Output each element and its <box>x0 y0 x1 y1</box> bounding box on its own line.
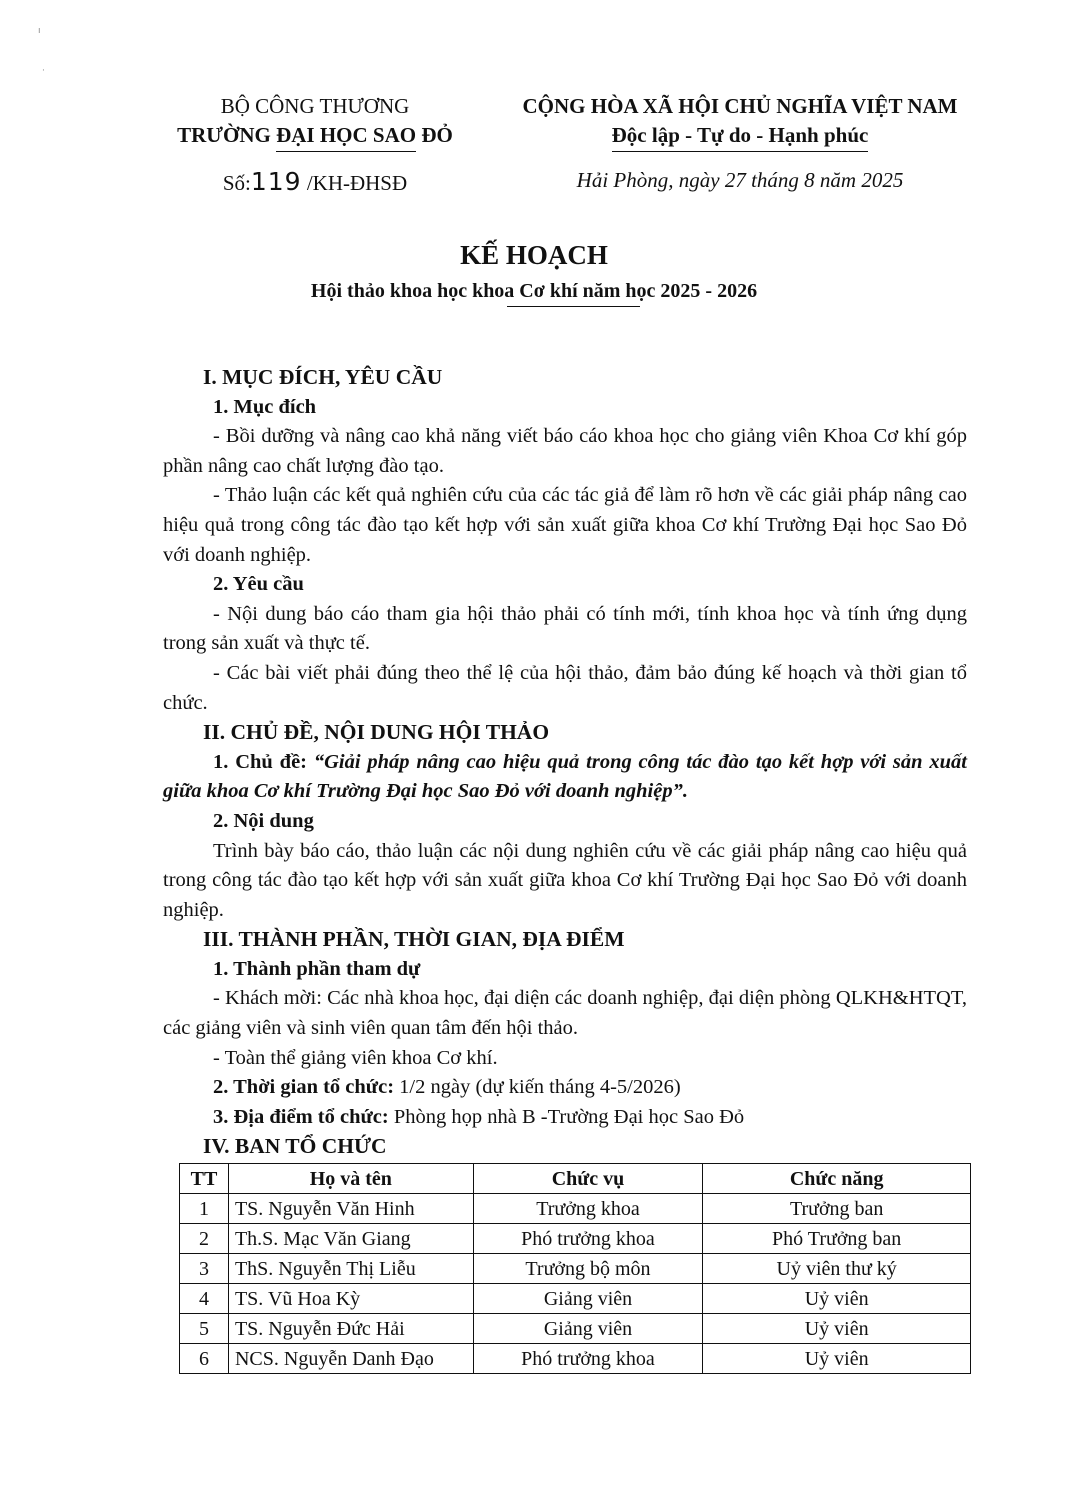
issue-date: Hải Phòng, ngày 27 tháng 8 năm 2025 <box>576 168 904 192</box>
cell-position: Trưởng bộ môn <box>473 1254 703 1284</box>
venue-paragraph <box>163 1103 967 1133</box>
column-header: Họ và tên <box>228 1164 473 1194</box>
subsection-heading: 2. Nội dung <box>213 809 314 832</box>
section-heading: III. THÀNH PHẦN, THỜI GIAN, ĐỊA ĐIỂM <box>203 927 625 952</box>
venue-label: 3. Địa điểm tổ chức: <box>213 1105 394 1128</box>
cell-index: 4 <box>180 1284 229 1314</box>
subtitle-underline <box>507 306 640 307</box>
table-row <box>180 1314 971 1344</box>
time-label: 2. Thời gian tổ chức: <box>213 1076 400 1099</box>
scan-mark: ı <box>38 26 41 36</box>
paragraph: - Thảo luận các kết quả nghiên cứu của các tác giả để làm rõ hơn về các giải pháp nâng cao hiệu quả trong công tác đào tạo kết hợp với sản xuất giữa khoa Cơ khí Trường Đại học Sao Đỏ với doanh nghiệp. <box>163 484 967 566</box>
time-paragraph <box>163 1073 967 1103</box>
cell-position: Phó trưởng khoa <box>473 1344 703 1374</box>
paragraph: - Nội dung báo cáo tham gia hội thảo phải có tính mới, tính khoa học và tính ứng dụng trong sản xuất và thực tế. <box>163 602 967 655</box>
school-name <box>150 121 480 152</box>
paragraph: Trình bày báo cáo, thảo luận các nội dung nghiên cứu về các giải pháp nâng cao hiệu quả trong công tác đào tạo kết hợp với sản xuất giữa khoa Cơ khí Trường Đại học Sao Đỏ với doanh nghiệp. <box>163 839 967 921</box>
document-title: KẾ HOẠCH <box>460 240 608 270</box>
school-name-underlined: ĐẠI HỌC SAO <box>276 121 416 152</box>
cell-index: 6 <box>180 1344 229 1374</box>
paragraph: - Khách mời: Các nhà khoa học, đại diện các doanh nghiệp, đại diện phòng QLKH&HTQT, các giảng viên và sinh viên quan tâm đến hội thảo. <box>163 987 967 1040</box>
table-row <box>180 1344 971 1374</box>
national-heading <box>490 92 990 152</box>
scan-mark: · <box>42 66 45 76</box>
table-row <box>180 1284 971 1314</box>
cell-position: Giảng viên <box>473 1284 703 1314</box>
section-heading: II. CHỦ ĐỀ, NỘI DUNG HỘI THẢO <box>203 720 550 745</box>
national-motto: Độc lập - Tự do - Hạnh phúc <box>612 121 869 152</box>
cell-position: Phó trưởng khoa <box>473 1224 703 1254</box>
number-value: 119 <box>250 167 302 196</box>
theme-text: “Giải pháp nâng cao hiệu quả trong công tác đào tạo kết hợp với sản xuất giữa khoa Cơ khí Trường Đại học Sao Đỏ với doanh nghiệp”. <box>163 750 968 803</box>
cell-name: TS. Nguyễn Văn Hinh <box>228 1194 473 1224</box>
cell-name: Th.S. Mạc Văn Giang <box>228 1224 473 1254</box>
number-prefix: Số: <box>222 171 251 195</box>
document-number <box>150 167 480 196</box>
cell-name: TS. Vũ Hoa Kỳ <box>228 1284 473 1314</box>
cell-index: 2 <box>180 1224 229 1254</box>
cell-name: NCS. Nguyễn Danh Đạo <box>228 1344 473 1374</box>
cell-index: 3 <box>180 1254 229 1284</box>
cell-index: 5 <box>180 1314 229 1344</box>
cell-position: Trưởng khoa <box>473 1194 703 1224</box>
cell-position: Giảng viên <box>473 1314 703 1344</box>
paragraph: - Toàn thể giảng viên khoa Cơ khí. <box>213 1046 498 1069</box>
venue-text: Phòng họp nhà B -Trường Đại học Sao Đỏ <box>393 1105 745 1128</box>
cell-name: ThS. Nguyễn Thị Liễu <box>228 1254 473 1284</box>
country-name: CỘNG HÒA XÃ HỘI CHỦ NGHĨA VIỆT NAM <box>522 94 958 118</box>
cell-role: Trưởng ban <box>703 1194 971 1224</box>
column-header: TT <box>180 1164 229 1194</box>
document-subtitle: Hội thảo khoa học khoa Cơ khí năm học 2025 - 2026 <box>310 280 758 302</box>
ministry-name: BỘ CÔNG THƯƠNG <box>220 94 410 118</box>
cell-role: Uỷ viên <box>703 1344 971 1374</box>
cell-name: TS. Nguyễn Đức Hải <box>228 1314 473 1344</box>
section-heading: IV. BAN TỔ CHỨC <box>203 1134 387 1159</box>
table-header-row <box>180 1164 971 1194</box>
theme-label: 1. Chủ đề: <box>213 750 314 773</box>
cell-index: 1 <box>180 1194 229 1224</box>
school-name-prefix: TRƯỜNG <box>177 123 277 147</box>
cell-role: Phó Trưởng ban <box>703 1224 971 1254</box>
cell-role: Uỷ viên <box>703 1284 971 1314</box>
organizing-committee-table <box>179 1163 971 1374</box>
time-text: 1/2 ngày (dự kiến tháng 4-5/2026) <box>399 1076 681 1099</box>
table-row <box>180 1194 971 1224</box>
number-suffix: /KH-ĐHSĐ <box>301 171 408 195</box>
cell-role: Uỷ viên thư ký <box>703 1254 971 1284</box>
cell-role: Uỷ viên <box>703 1314 971 1344</box>
paragraph: - Bồi dưỡng và nâng cao khả năng viết báo cáo khoa học cho giảng viên Khoa Cơ khí góp phần nâng cao chất lượng đào tạo. <box>163 425 967 477</box>
subsection-heading: 1. Thành phần tham dự <box>213 957 421 980</box>
table-row <box>180 1254 971 1284</box>
theme-paragraph <box>163 748 967 807</box>
section-heading: I. MỤC ĐÍCH, YÊU CẦU <box>203 365 443 389</box>
subsection-heading: 2. Yêu cầu <box>213 573 304 596</box>
column-header: Chức vụ <box>473 1164 703 1194</box>
column-header: Chức năng <box>703 1164 971 1194</box>
school-name-suffix: ĐỎ <box>416 123 453 147</box>
subsection-heading: 1. Mục đích <box>213 395 317 418</box>
table-row <box>180 1224 971 1254</box>
document-body <box>163 363 967 1162</box>
paragraph: - Các bài viết phải đúng theo thể lệ của hội thảo, đảm bảo đúng kế hoạch và thời gian tổ chức. <box>163 661 967 714</box>
issuer-block <box>150 92 480 152</box>
